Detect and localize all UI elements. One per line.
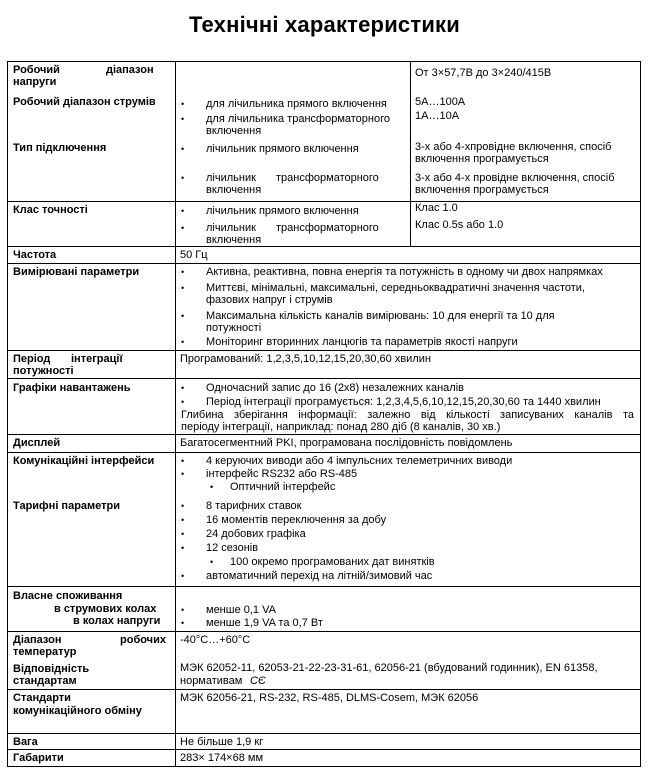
row-label: Робочий	[13, 64, 60, 76]
list-item: для лічильника трансформаторного	[206, 113, 390, 125]
list-item: фазових напруг і струмів	[206, 294, 333, 306]
list-item: лічильник	[206, 222, 256, 234]
row-label: Стандарти	[13, 692, 71, 704]
row-divider	[7, 201, 641, 202]
list-item: трансформаторного	[276, 172, 379, 184]
row-value: включення програмується	[415, 153, 549, 165]
bullet-icon: •	[181, 99, 185, 109]
row-value: От 3×57,7В до 3×240/415В	[415, 67, 552, 79]
storage-text: періоду інтеграції, наприклад: понад 280 діб (8 каналів, 30 хв.)	[181, 421, 501, 433]
row-label: Вимірювані параметри	[13, 266, 140, 278]
row-label: в струмових колах	[54, 603, 157, 615]
list-item: 100 окремо програмованих дат винятків	[230, 556, 435, 568]
list-item: 12 сезонів	[206, 542, 259, 554]
list-item: Миттєві, мінімальні, максимальні, середньоквадратичні значення частоти,	[206, 282, 585, 294]
list-item: автоматичний перехід на літній/зимовий час	[206, 570, 433, 582]
row-divider	[7, 378, 641, 379]
bullet-icon: •	[181, 469, 185, 479]
bullet-icon: •	[210, 482, 214, 492]
bullet-icon: •	[181, 144, 185, 154]
list-item: Одночасний запис до 16 (2х8) незалежних каналів	[206, 382, 465, 394]
row-label: діапазон	[106, 64, 154, 76]
row-label: в колах напруги	[73, 615, 161, 627]
list-item: 8 тарифних ставок	[206, 500, 302, 512]
list-item: менше 1,9 VA та 0,7 Вт	[206, 617, 323, 629]
row-value: 1А…10А	[415, 110, 460, 122]
row-divider	[7, 246, 641, 247]
bullet-icon: •	[181, 283, 185, 293]
row-label: температур	[13, 646, 77, 658]
row-value: Програмований: 1,2,3,5,10,12,15,20,30,60 хвилин	[180, 353, 431, 365]
list-item: лічильник	[206, 172, 256, 184]
row-label: потужності	[13, 365, 74, 377]
row-label: Відповідність	[13, 663, 90, 675]
row-label: стандартам	[13, 675, 77, 687]
row-label: Період	[13, 353, 51, 365]
row-label: Графіки навантажень	[13, 382, 131, 394]
list-item: 4 керуючих виводи або 4 імпульсних телеметричних виводи	[206, 455, 513, 467]
bullet-icon: •	[181, 267, 185, 277]
row-value: 5А…100А	[415, 96, 466, 108]
row-value: Не більше 1,9 кг	[180, 736, 264, 748]
bullet-icon: •	[181, 311, 185, 321]
row-value: нормативам	[180, 675, 243, 687]
row-divider	[7, 586, 641, 587]
ce-mark: CЄ	[250, 675, 266, 687]
list-item: Максимальна кількість каналів вимірювань: 10 для енергії та 10 для	[206, 310, 555, 322]
list-item: потужності	[206, 322, 262, 334]
row-value: Клас 0.5s або 1.0	[415, 219, 504, 231]
row-divider	[7, 749, 641, 750]
row-label: Частота	[13, 249, 57, 261]
bullet-icon: •	[181, 173, 185, 183]
row-label: комунікаційного обміну	[13, 705, 142, 717]
page-title: Технічні характеристики	[188, 12, 460, 37]
row-label: інтеграції	[71, 353, 123, 365]
list-item: включення	[206, 125, 262, 137]
row-label: Габарити	[13, 752, 64, 764]
row-value: -40°С…+60°С	[180, 634, 251, 646]
row-divider	[7, 733, 641, 734]
list-item: включення	[206, 234, 262, 246]
bullet-icon: •	[181, 337, 185, 347]
row-divider	[7, 452, 641, 453]
column-divider	[175, 61, 176, 767]
list-item: Моніторинг вторинних ланцюгів та параметрів якості напруги	[206, 336, 518, 348]
row-label: Діапазон	[13, 634, 62, 646]
row-divider	[7, 434, 641, 435]
bullet-icon: •	[210, 557, 214, 567]
row-value: 3-х або 4-х провідне включення, спосіб	[415, 172, 615, 184]
bullet-icon: •	[181, 515, 185, 525]
row-value: Багатосегментний PKI, програмована послідовність повідомлень	[180, 437, 513, 449]
row-value: 50 Гц	[180, 249, 208, 261]
bullet-icon: •	[181, 605, 185, 615]
row-label: Клас точності	[13, 204, 88, 216]
row-value: МЭК 62056-21, RS-232, RS-485, DLMS-Cosem, МЭК 62056	[180, 692, 479, 704]
row-divider	[7, 689, 641, 690]
bullet-icon: •	[181, 383, 185, 393]
row-label: Комунікаційні інтерфейси	[13, 455, 155, 467]
row-label: Власне споживання	[13, 590, 123, 602]
row-label: напруги	[13, 76, 57, 88]
row-value: Клас 1.0	[415, 202, 458, 214]
row-label: Вага	[13, 736, 38, 748]
list-item: 24 добових графіка	[206, 528, 306, 540]
list-item: для лічильника прямого включення	[206, 98, 387, 110]
bullet-icon: •	[181, 571, 185, 581]
row-divider	[7, 263, 641, 264]
bullet-icon: •	[181, 501, 185, 511]
column-divider	[410, 61, 411, 201]
row-label: Дисплей	[13, 437, 61, 449]
storage-text: Глибина зберігання інформації: залежно від кількості записуваних каналів та	[181, 409, 634, 421]
column-divider	[410, 201, 411, 246]
row-value: МЭК 62052-11, 62053-21-22-23-31-61, 62056-21 (вбудований годинник), EN 61358,	[180, 662, 598, 674]
bullet-icon: •	[181, 206, 185, 216]
row-value: 283× 174×68 мм	[180, 752, 264, 764]
bullet-icon: •	[181, 456, 185, 466]
list-item: включення	[206, 184, 262, 196]
list-item: Період інтеграції програмується: 1,2,3,4,5,6,10,12,15,20,30,60 та 1440 хвилин	[206, 396, 601, 408]
bullet-icon: •	[181, 529, 185, 539]
list-item: менше 0,1 VA	[206, 604, 276, 616]
list-item: лічильник прямого включення	[206, 143, 359, 155]
row-divider	[7, 631, 641, 632]
list-item: трансформаторного	[276, 222, 379, 234]
row-label: робочих	[120, 634, 166, 646]
bullet-icon: •	[181, 618, 185, 628]
row-label: Робочий діапазон струмів	[13, 96, 156, 108]
list-item: лічильник прямого включення	[206, 205, 359, 217]
row-divider	[7, 350, 641, 351]
row-label: Тарифні параметри	[13, 500, 121, 512]
row-label: Тип підключення	[13, 142, 107, 154]
list-item: інтерфейс RS232 або RS-485	[206, 468, 358, 480]
bullet-icon: •	[181, 543, 185, 553]
bullet-icon: •	[181, 397, 185, 407]
bullet-icon: •	[181, 114, 185, 124]
list-item: 16 моментів переключення за добу	[206, 514, 387, 526]
row-value: включення програмується	[415, 184, 549, 196]
row-value: 3-х або 4-хпровідне включення, спосіб	[415, 141, 612, 153]
list-item: Оптичний інтерфейс	[230, 481, 336, 493]
list-item: Активна, реактивна, повна енергія та потужність в одному чи двох напрямках	[206, 266, 603, 278]
bullet-icon: •	[181, 223, 185, 233]
